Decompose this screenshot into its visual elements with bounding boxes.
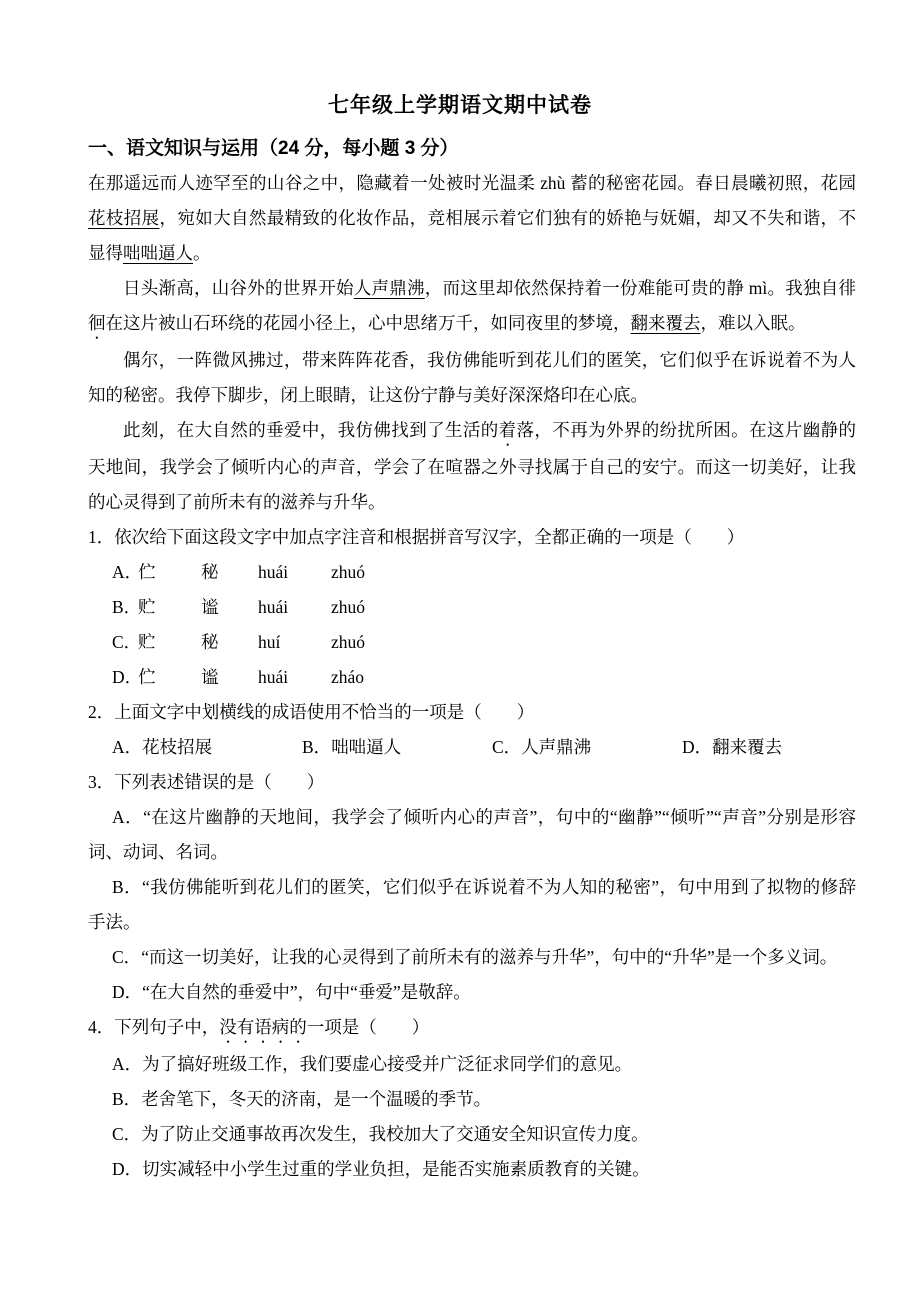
answer-option [88, 870, 856, 940]
option-cell: 伫 [138, 667, 156, 687]
option-cell: zhuó [331, 597, 366, 617]
answer-option [88, 625, 856, 660]
answer-option [88, 555, 856, 590]
underlined-phrase: 翻来覆去 [630, 313, 701, 333]
option-cell: huí [258, 632, 281, 652]
question [88, 695, 856, 765]
text-segment: 依次给下面这段文字中加点字注音和根据拼音写汉字，全都正确的一项是（ ） [114, 527, 745, 547]
answer-option [88, 1117, 856, 1152]
underlined-phrase: 花枝招展 [88, 208, 160, 228]
option-label: D． [112, 1159, 143, 1179]
option-cell: 谧 [201, 597, 219, 617]
option-text: “在这片幽静的天地间，我学会了倾听内心的声音”，句中的“幽静”“倾听”“声音”分别是形容词、动词、名词。 [88, 807, 857, 862]
option-cell: huái [258, 562, 289, 582]
option-label: D． [112, 667, 143, 687]
option-label: C． [492, 737, 522, 757]
option-text: “在大自然的垂爱中”，句中“垂爱”是敬辞。 [142, 982, 471, 1002]
passage-paragraph [88, 343, 856, 413]
option-cell: 谧 [201, 667, 219, 687]
answer-option [88, 590, 856, 625]
option-label: B． [112, 877, 142, 897]
question-number: 3． [88, 772, 115, 792]
text-segment: 一项是（ ） [306, 1017, 430, 1037]
underlined-phrase: 人声鼎沸 [353, 278, 425, 298]
option-label: C． [112, 1124, 142, 1144]
answer-option [88, 940, 856, 975]
section-heading: 一、语文知识与运用（24 分，每小题 3 分） [88, 138, 459, 159]
question-number: 4． [88, 1017, 115, 1037]
question [88, 765, 856, 1010]
answer-option [302, 730, 492, 765]
text-segment: 下列表述错误的是（ ） [114, 772, 325, 792]
option-label: A． [112, 562, 143, 582]
dotted-characters: 徊 [88, 313, 106, 333]
question-number: 1． [88, 527, 115, 547]
option-text: 老舍笔下，冬天的济南，是一个温暖的季节。 [141, 1089, 492, 1109]
option-cell: 伫 [138, 562, 156, 582]
answer-option [112, 730, 302, 765]
passage-paragraph [88, 166, 856, 271]
option-label: A． [112, 807, 144, 827]
question-stem [88, 520, 856, 555]
text-segment: 下列句子中， [114, 1017, 220, 1037]
option-text: 翻来覆去 [712, 737, 783, 757]
option-cell: zhuó [331, 632, 366, 652]
questions [88, 520, 856, 1187]
dotted-characters: 没有语病的 [219, 1017, 307, 1037]
text-segment: ，宛如大自然最精致的化妆作品，竞相展示着它们独有的娇艳与妩媚，却又不失和谐，不显得 [88, 208, 857, 263]
underlined-phrase: 咄咄逼人 [123, 243, 193, 263]
question [88, 1010, 856, 1187]
answer-option [88, 660, 856, 695]
option-text: “而这一切美好，让我的心灵得到了前所未有的滋养与升华”，句中的“升华”是一个多义词。 [141, 947, 838, 967]
option-cell: 秘 [201, 562, 219, 582]
text-segment: 在那遥远而人迹罕至的山谷之中，隐藏着一处被时光温柔 zhù 蓄的秘密花园。春日晨曦初照，花园 [88, 173, 856, 193]
text-segment: ，而这里却依然保持着一份难能可贵的静 mì。我独自徘 [424, 278, 857, 298]
question-stem [88, 695, 856, 730]
option-label: A． [112, 737, 143, 757]
answer-option-row [88, 730, 856, 765]
text-segment: ，难以入眠。 [700, 313, 806, 333]
question-number: 2． [88, 702, 115, 722]
option-label: A． [112, 1054, 143, 1074]
passage [88, 166, 856, 520]
text-segment: 上面文字中划横线的成语使用不恰当的一项是（ ） [114, 702, 535, 722]
option-text: 人声鼎沸 [521, 737, 592, 757]
text-segment: 落，不再为外界的纷扰所困。在这片幽静的天地间，我学会了倾听内心的声音，学会了在喧器之外寻找属于自己的安宁。而这一切美好，让我的心灵得到了前所未有的滋养与升华。 [88, 420, 857, 512]
option-label: C． [112, 632, 142, 652]
option-label: D． [112, 982, 143, 1002]
option-text: 切实减轻中小学生过重的学业负担，是能否实施素质教育的关键。 [142, 1159, 650, 1179]
text-segment: 此刻，在大自然的垂爱中，我仿佛找到了生活的 [123, 420, 499, 440]
answer-option [88, 800, 856, 870]
answer-option [88, 1047, 856, 1082]
answer-option [88, 1082, 856, 1117]
question-stem [88, 765, 856, 800]
page-title: 七年级上学期语文期中试卷 [328, 94, 592, 117]
text-segment: 偶尔，一阵微风拂过，带来阵阵花香，我仿佛能听到花儿们的匿笑，它们似乎在诉说着不为人知的秘密。我停下脚步，闭上眼睛，让这份宁静与美好深深烙印在心底。 [88, 350, 856, 405]
passage-paragraph [88, 413, 856, 520]
option-label: B． [302, 737, 332, 757]
dotted-characters: 着 [498, 420, 517, 440]
option-cell: 贮 [138, 597, 156, 617]
text-segment: 在这片被山石环绕的花园小径上，心中思绪万千，如同夜里的梦境， [105, 313, 631, 333]
option-text: 为了防止交通事故再次发生，我校加大了交通安全知识宣传力度。 [141, 1124, 649, 1144]
option-cell: 秘 [201, 632, 219, 652]
question [88, 520, 856, 695]
option-cell: zhuó [331, 562, 366, 582]
text-segment: 。 [193, 243, 211, 263]
option-text: “我仿佛能听到花儿们的匿笑，它们似乎在诉说着不为人知的秘密”，句中用到了拟物的修辞手法。 [88, 877, 856, 932]
answer-option [492, 730, 682, 765]
answer-option [682, 730, 782, 765]
question-stem [88, 1010, 856, 1047]
answer-option [88, 1152, 856, 1187]
option-text: 花枝招展 [142, 737, 213, 757]
text-segment: 日头渐高，山谷外的世界开始 [123, 278, 354, 298]
answer-option [88, 975, 856, 1010]
option-label: B． [112, 597, 142, 617]
option-cell: 贮 [138, 632, 156, 652]
option-cell: zháo [331, 667, 365, 687]
option-text: 咄咄逼人 [331, 737, 402, 757]
option-cell: huái [258, 667, 289, 687]
passage-paragraph [88, 271, 856, 343]
option-cell: huái [258, 597, 289, 617]
page-content [0, 135, 920, 1187]
option-text: 为了搞好班级工作，我们要虚心接受并广泛征求同学们的意见。 [142, 1054, 633, 1074]
option-label: B． [112, 1089, 142, 1109]
option-label: C． [112, 947, 142, 967]
option-label: D． [682, 737, 713, 757]
